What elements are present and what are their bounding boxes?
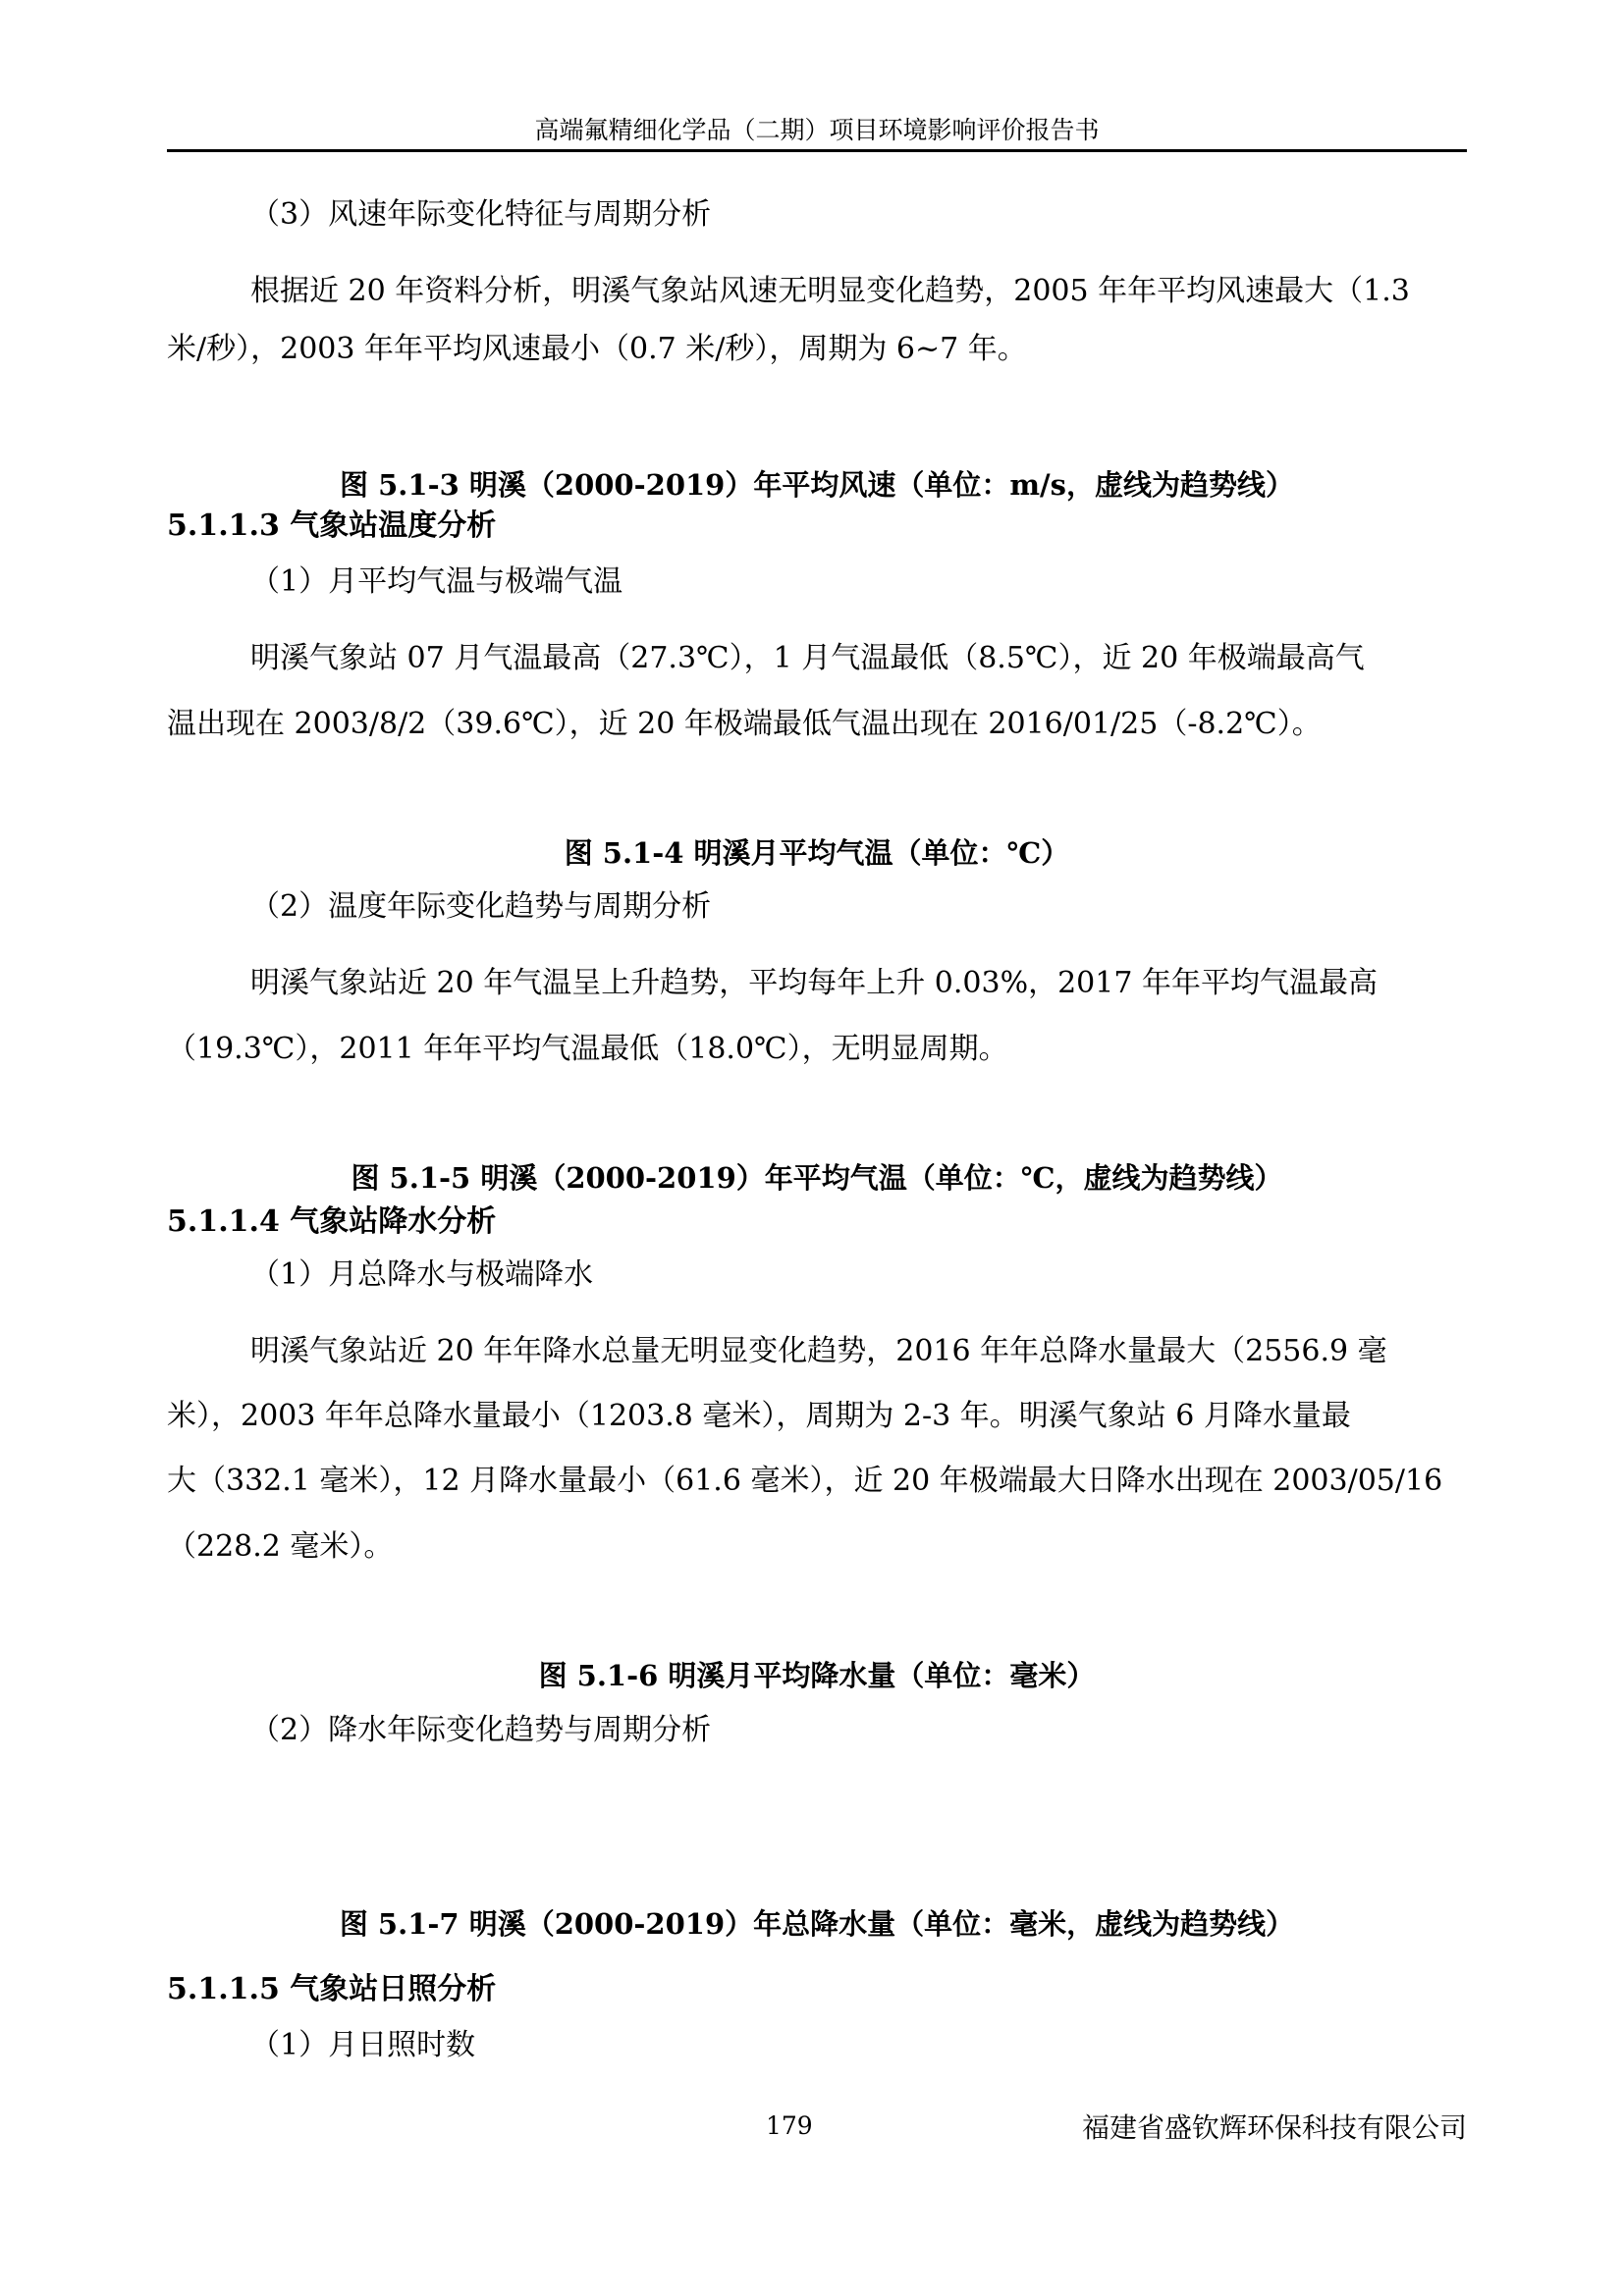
paragraph-rain-line-2: 米），2003 年年总降水量最小（1203.8 毫米），周期为 2-3 年。明溪气象站 6 月降水量最 <box>167 1399 1351 1433</box>
subsection-temp-monthly: （1）月平均气温与极端气温 <box>250 564 623 599</box>
page-header-title: 高端氟精细化学品（二期）项目环境影响评价报告书 <box>534 116 1100 144</box>
subsection-wind-annual: （3）风速年际变化特征与周期分析 <box>250 197 712 232</box>
subsection-rain-monthly: （1）月总降水与极端降水 <box>250 1257 594 1292</box>
paragraph-rain-line-4: （228.2 毫米）。 <box>167 1529 394 1564</box>
paragraph-wind-line-2: 米/秒），2003 年年平均风速最小（0.7 米/秒），周期为 6~7 年。 <box>167 332 1027 366</box>
figure-caption-5-1-6: 图 5.1-6 明溪月平均降水量（单位：毫米） <box>538 1659 1096 1692</box>
paragraph-temp-line-2: 温出现在 2003/8/2（39.6℃），近 20 年极端最低气温出现在 2016/01/25（-8.2℃）。 <box>167 707 1322 741</box>
paragraph-temp-line-1: 明溪气象站 07 月气温最高（27.3℃），1 月气温最低（8.5℃），近 20 年极端最高气 <box>250 641 1365 675</box>
page-number: 179 <box>766 2111 813 2140</box>
subsection-sun-monthly: （1）月日照时数 <box>250 2028 476 2062</box>
header-divider <box>167 149 1467 152</box>
figure-caption-5-1-3: 图 5.1-3 明溪（2000-2019）年平均风速（单位：m/s，虚线为趋势线） <box>340 468 1294 502</box>
paragraph-temp-line-4: （19.3℃），2011 年年平均气温最低（18.0℃），无明显周期。 <box>167 1032 1008 1066</box>
section-heading-5-1-1-3: 5.1.1.3 气象站温度分析 <box>167 508 497 543</box>
paragraph-wind-line-1: 根据近 20 年资料分析，明溪气象站风速无明显变化趋势，2005 年年平均风速最大（1.3 <box>250 274 1410 308</box>
figure-caption-5-1-5: 图 5.1-5 明溪（2000-2019）年平均气温（单位：℃，虚线为趋势线） <box>351 1161 1283 1195</box>
subsection-rain-annual: （2）降水年际变化趋势与周期分析 <box>250 1713 712 1747</box>
figure-caption-5-1-7: 图 5.1-7 明溪（2000-2019）年总降水量（单位：毫米，虚线为趋势线） <box>339 1907 1295 1941</box>
figure-caption-5-1-4: 图 5.1-4 明溪月平均气温（单位：℃） <box>564 836 1070 870</box>
company-name: 福建省盛钦辉环保科技有限公司 <box>1081 2111 1467 2144</box>
subsection-temp-annual: （2）温度年际变化趋势与周期分析 <box>250 889 712 924</box>
paragraph-rain-line-1: 明溪气象站近 20 年年降水总量无明显变化趋势，2016 年年总降水量最大（2556.9 毫 <box>250 1334 1387 1368</box>
paragraph-rain-line-3: 大（332.1 毫米），12 月降水量最小（61.6 毫米），近 20 年极端最大日降水出现在 2003/05/16 <box>167 1464 1443 1498</box>
paragraph-temp-line-3: 明溪气象站近 20 年气温呈上升趋势，平均每年上升 0.03%，2017 年年平均气温最高 <box>250 966 1378 1000</box>
section-heading-5-1-1-5: 5.1.1.5 气象站日照分析 <box>167 1972 497 2006</box>
section-heading-5-1-1-4: 5.1.1.4 气象站降水分析 <box>167 1204 497 1239</box>
